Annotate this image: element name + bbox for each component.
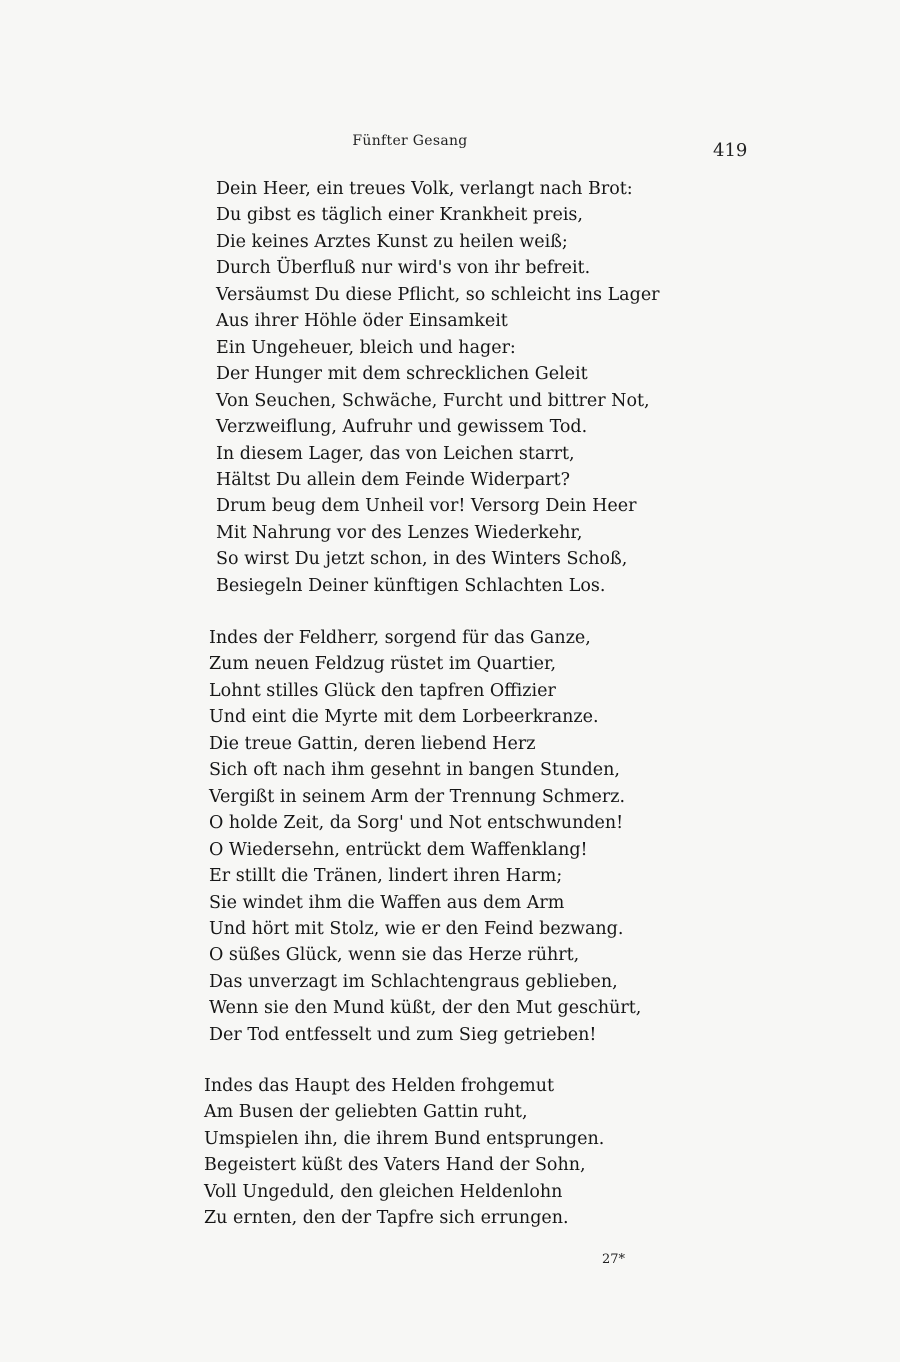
poem-line: Dein Heer, ein treues Volk, verlangt nach Brot: [216, 179, 633, 199]
poem-line: Hältst Du allein dem Feinde Widerpart? [216, 469, 571, 490]
poem-line: Drum beug dem Unheil vor! Versorg Dein Heer [216, 496, 637, 517]
poem-line: Mit Nahrung vor des Lenzes Wiederkehr, [216, 522, 583, 543]
poem-line: Am Busen der geliebten Gattin ruht, [204, 1102, 528, 1123]
poem-line: O holde Zeit, da Sorg' und Not entschwunden! [209, 813, 624, 834]
poem-line: Wenn sie den Mund küßt, der den Mut geschürt, [209, 998, 642, 1019]
poem-line: Besiegeln Deiner künftigen Schlachten Los. [216, 575, 606, 596]
poem-line: Ein Ungeheuer, bleich und hager: [216, 337, 516, 358]
poem-line: Er stillt die Tränen, lindert ihren Harm; [209, 866, 563, 887]
page-number: 419 [713, 140, 748, 161]
poem-line: Die treue Gattin, deren liebend Herz [209, 733, 536, 754]
poem-line: Begeistert küßt des Vaters Hand der Sohn, [204, 1155, 586, 1176]
poem-line: O Wiedersehn, entrückt dem Waffenklang! [209, 839, 588, 860]
signature-mark: 27* [602, 1252, 626, 1267]
poem-line: Sich oft nach ihm gesehnt in bangen Stunden, [209, 760, 620, 781]
poem-line: Aus ihrer Höhle öder Einsamkeit [216, 311, 508, 332]
running-title: Fünfter Gesang [352, 133, 468, 149]
poem-line: Vergißt in seinem Arm der Trennung Schmerz. [209, 786, 626, 807]
poem-line: O süßes Glück, wenn sie das Herze rührt, [209, 945, 580, 966]
poem-line: Der Tod entfesselt und zum Sieg getrieben! [209, 1024, 597, 1045]
poem-line: So wirst Du jetzt schon, in des Winters Schoß, [216, 549, 628, 570]
poem-line: In diesem Lager, das von Leichen starrt, [216, 443, 575, 464]
poem-line: Der Hunger mit dem schrecklichen Geleit [216, 364, 588, 385]
poem-line: Zum neuen Feldzug rüstet im Quartier, [209, 654, 557, 675]
poem-line: Und eint die Myrte mit dem Lorbeerkranze. [209, 707, 599, 728]
poem-line: Indes der Feldherr, sorgend für das Ganze, [209, 628, 591, 648]
poem-line: Umspielen ihn, die ihrem Bund entsprungen. [204, 1128, 605, 1149]
poem-line: Von Seuchen, Schwäche, Furcht und bittrer Not, [216, 390, 650, 411]
poem-line: Durch Überfluß nur wird's von ihr befreit. [216, 258, 591, 279]
poem-line: Versäumst Du diese Pflicht, so schleicht ins Lager [216, 284, 660, 305]
poem-line: Lohnt stilles Glück den tapfren Offizier [209, 680, 556, 701]
poem-line: Sie windet ihm die Waffen aus dem Arm [209, 892, 565, 913]
poem-line: Indes das Haupt des Helden frohgemut [204, 1076, 555, 1096]
poem-line: Zu ernten, den der Tapfre sich errungen. [204, 1208, 569, 1229]
poem-line: Das unverzagt im Schlachtengraus geblieben, [209, 971, 618, 992]
poem-line: Die keines Arztes Kunst zu heilen weiß; [216, 231, 568, 252]
poem-line: Du gibst es täglich einer Krankheit preis, [216, 205, 583, 226]
poem-line: Voll Ungeduld, den gleichen Heldenlohn [204, 1181, 563, 1202]
poem-line: Verzweiflung, Aufruhr und gewissem Tod. [216, 417, 588, 438]
poem-line: Und hört mit Stolz, wie er den Feind bezwang. [209, 918, 624, 939]
